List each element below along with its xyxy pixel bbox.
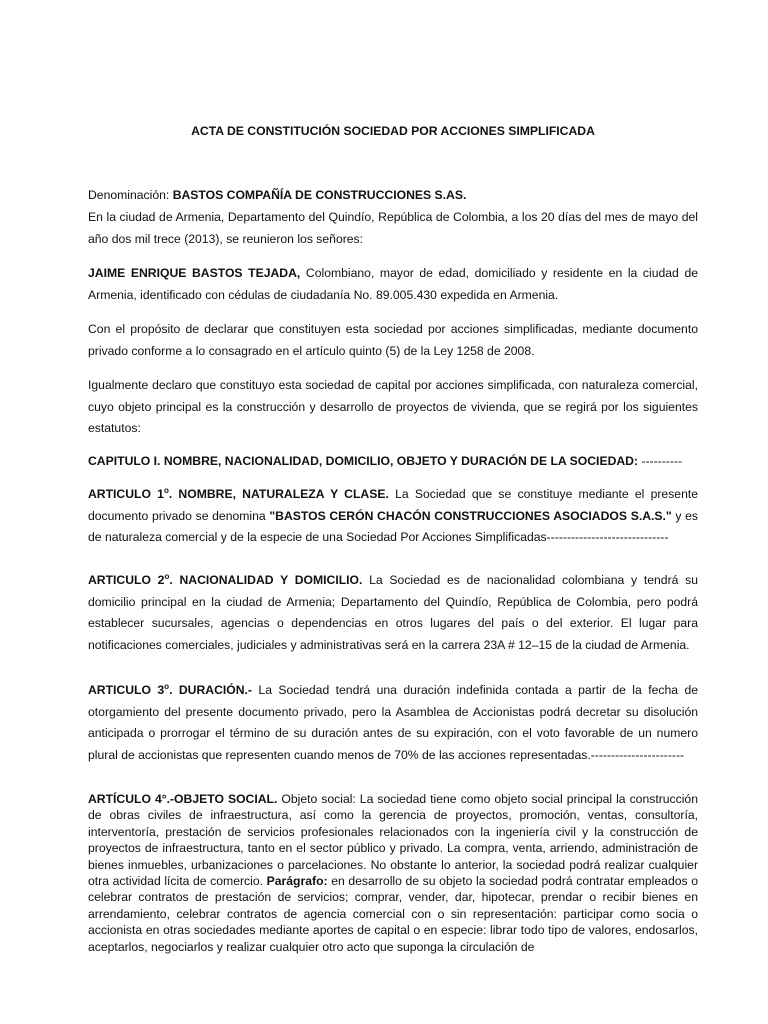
article-1 xyxy=(88,484,698,549)
denomination-label: Denominación: xyxy=(88,188,173,202)
article-2-number: ARTICULO 2 xyxy=(88,573,165,587)
article-3-heading: . DURACIÓN.- xyxy=(169,683,252,697)
chapter-heading xyxy=(88,451,698,473)
declaration-paragraph: Igualmente declaro que constituyo esta sociedad de capital por acciones simplificada, con naturaleza comercial, cuyo objeto principal es la construcción y desarrollo de proyectos de vivienda, que se regirá por los siguientes estatutos: xyxy=(88,378,698,435)
article-1-text-a: La Sociedad que se constituye mediante el presente documento privado se denomina xyxy=(88,487,699,523)
article-2-heading: . NACIONALIDAD Y DOMICILIO. xyxy=(169,573,363,587)
article-3-ordinal: o xyxy=(164,681,170,691)
founder-paragraph xyxy=(88,263,698,306)
article-4-text-b: en desarrollo de su objeto la sociedad podrá contratar empleados o celebrar contratos de prestación de servicios; comprar, vender, dar, hipotecar, prendar o recibir bienes en arrendamiento, celebrar contratos de agencia comercial con o sin representación: participar como socia o accionista en otras sociedades mediante aportes de capital o en especie: librar todo tipo de valores, endosarlos, aceptarlos, negociarlos y realizar cualquier otro acto que suponga la circulación de xyxy=(88,874,698,954)
article-1-ordinal: o xyxy=(163,485,169,495)
article-1-heading: . NOMBRE, NATURALEZA Y CLASE. xyxy=(168,487,389,501)
intro-paragraph: En la ciudad de Armenia, Departamento del Quindío, República de Colombia, a los 20 días del mes de mayo del año dos mil trece (2013), se reunieron los señores: xyxy=(88,210,698,246)
article-3 xyxy=(88,680,698,766)
article-4 xyxy=(88,791,698,955)
chapter-title: CAPITULO I. NOMBRE, NACIONALIDAD, DOMICILIO, OBJETO Y DURACIÓN DE LA SOCIEDAD: xyxy=(88,454,639,468)
founder-details: Colombiano, mayor de edad, domiciliado y residente en la ciudad de Armenia, identificado con cédulas de ciudadanía No. 89.005.430 expedida en Armenia. xyxy=(88,266,698,302)
article-1-company-name: "BASTOS CERÓN CHACÓN CONSTRUCCIONES ASOCIADOS S.A.S." xyxy=(269,508,672,523)
denomination-value: BASTOS COMPAÑÍA DE CONSTRUCCIONES S.AS. xyxy=(172,188,467,202)
denomination-line xyxy=(88,185,698,207)
article-3-number: ARTICULO 3 xyxy=(88,683,165,697)
article-2-text: La Sociedad es de nacionalidad colombiana y tendrá su domicilio principal en la ciudad de Armenia; Departamento del Quindío, República de Colombia, pero podrá establecer sucursales, agencias o dependencias en otros lugares del país o del exterior. El lugar para notificaciones comerciales, judiciales y administrativas será en la carrera 23A # 12–15 de la ciudad de Armenia. xyxy=(88,573,699,652)
article-2 xyxy=(88,570,698,656)
article-4-paragrafo-label: Parágrafo: xyxy=(266,874,328,889)
purpose-paragraph: Con el propósito de declarar que constituyen esta sociedad por acciones simplificadas, mediante documento privado conforme a lo consagrado en el artículo quinto (5) de la Ley 1258 de 2008. xyxy=(88,322,698,358)
founder-name: JAIME ENRIQUE BASTOS TEJADA, xyxy=(88,266,301,280)
article-4-text-a: Objeto social: La sociedad tiene como objeto social principal la construcción de obras civiles de infraestructura, así como la gerencia de proyectos, promoción, ventas, consultoría, interventoría, prestación de servicios profesionales relacionados con la ingeniería civil y la construcción de proyectos de infraestructura, tanto en el sector público y privado. La compra, venta, arriendo, administración de bienes inmuebles, urbanizaciones o parcelaciones. No obstante lo anterior, la sociedad podrá realizar cualquier otra actividad lícita de comercio. xyxy=(88,792,698,889)
article-1-text-b: y es de naturaleza comercial y de la especie de una Sociedad Por Acciones Simplificadas------------------------------ xyxy=(88,508,698,544)
article-1-number: ARTICULO 1 xyxy=(88,487,164,501)
chapter-dashes: ---------- xyxy=(638,454,683,468)
article-2-ordinal: o xyxy=(164,571,170,581)
article-3-text: La Sociedad tendrá una duración indefinida contada a partir de la fecha de otorgamiento del presente documento privado, pero la Asamblea de Accionistas podrá decretar su disolución anticipada o prorrogar el término de su duración antes de su expiración, con el voto favorable de un numero plural de accionistas que representen cuando menos de 70% de las acciones representadas.----------------------- xyxy=(88,683,699,762)
document-title: ACTA DE CONSTITUCIÓN SOCIEDAD POR ACCIONES SIMPLIFICADA xyxy=(191,124,595,138)
article-4-heading: ARTÍCULO 4°.-OBJETO SOCIAL. xyxy=(88,792,278,806)
